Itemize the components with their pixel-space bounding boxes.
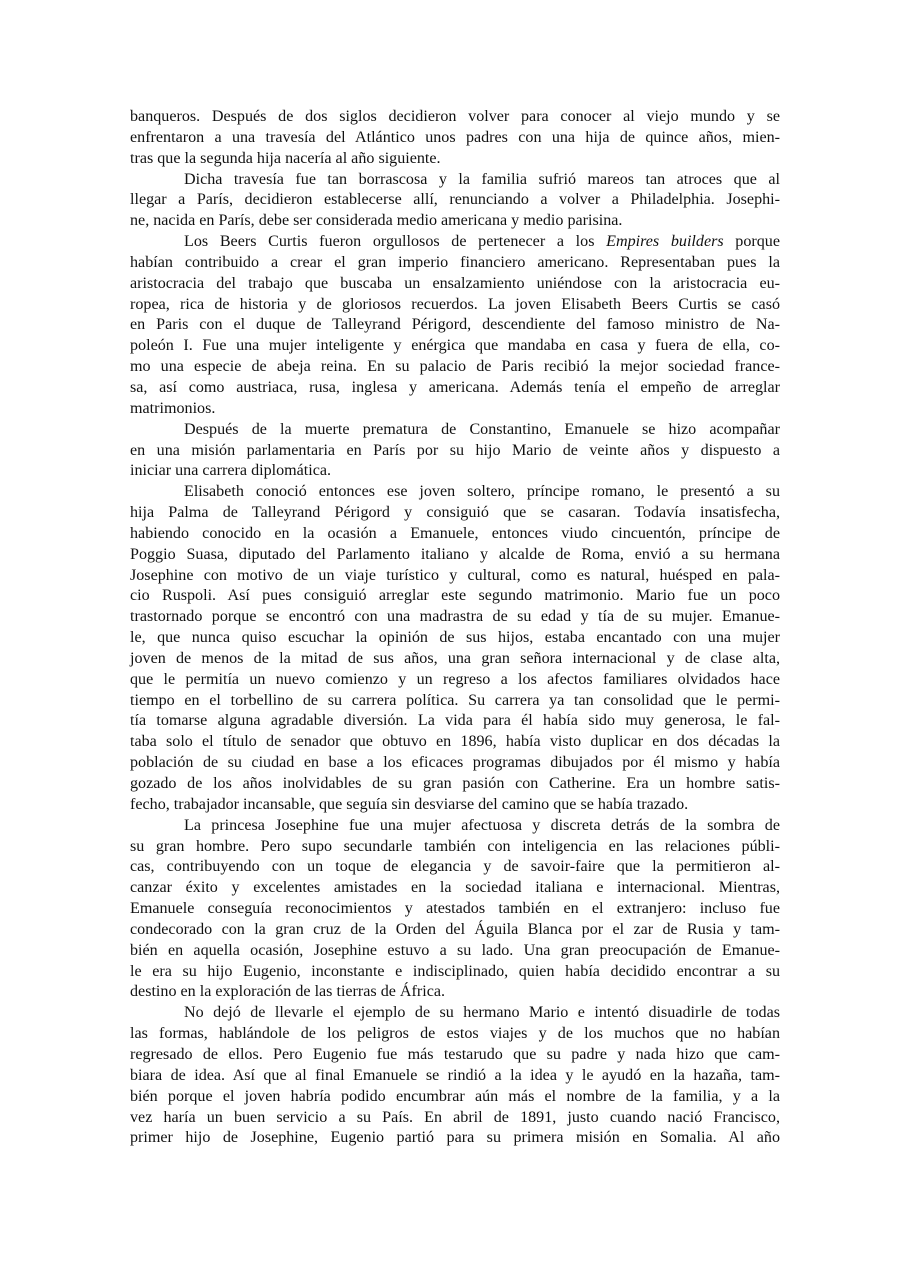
text-line: [130, 732, 780, 753]
text-run: tiempo en el torbellino de su carrera política. Su carrera ya tan consolidad que le permi-: [130, 691, 780, 709]
text-line: [130, 253, 780, 274]
text-run: su gran hombre. Pero supo secundarle también con inteligencia en las relaciones públi-: [130, 837, 780, 855]
text-line: [130, 774, 780, 795]
text-line: [130, 670, 780, 691]
text-run: fecho, trabajador incansable, que seguía sin desviarse del camino que se había trazado.: [130, 795, 689, 813]
text-run: iniciar una carrera diplomática.: [130, 462, 332, 480]
text-run: Josephine con motivo de un viaje turístico y cultural, como es natural, huésped en pala-: [130, 566, 780, 584]
text-run: destino en la exploración de las tierras de África.: [130, 983, 446, 1001]
text-run: población de su ciudad en base a los eficaces programas dibujados por él mismo y había: [130, 754, 780, 772]
text-run: vez haría un buen servicio a su País. En abril de 1891, justo cuando nació Francisco,: [130, 1108, 780, 1126]
text-run: tía tomarse alguna agradable diversión. La vida para él había sido muy generosa, le fal-: [130, 712, 780, 730]
text-line: [130, 149, 780, 170]
text-line: [130, 607, 780, 628]
text-run: condecorado con la gran cruz de la Orden del Águila Blanca por el zar de Rusia y tam-: [130, 920, 780, 938]
text-run: taba solo el título de senador que obtuvo en 1896, había visto duplicar en dos décadas la: [130, 733, 780, 751]
text-line: [130, 566, 780, 587]
text-line: [130, 1024, 780, 1045]
text-run: bién en aquella ocasión, Josephine estuvo a su lado. Una gran preocupación de Emanue-: [130, 941, 780, 959]
document-page: [130, 107, 780, 1149]
text-run: mo una especie de abeja reina. En su palacio de Paris recibió la mejor sociedad france-: [130, 358, 780, 376]
text-run: habían contribuido a crear el gran imperio financiero americano. Representaban pues la: [130, 253, 780, 271]
text-run: le era su hijo Eugenio, inconstante e indisciplinado, quien había decidido encontrar a su: [130, 962, 780, 980]
text-run: La princesa Josephine fue una mujer afectuosa y discreta detrás de la sombra de: [184, 816, 780, 834]
text-line: [130, 899, 780, 920]
text-line: [130, 920, 780, 941]
text-line: [130, 795, 780, 816]
text-line: [130, 1128, 780, 1149]
text-run: habiendo conocido en la ocasión a Emanuele, entonces viudo cincuentón, príncipe de: [130, 524, 780, 542]
text-line: [130, 649, 780, 670]
text-line: [130, 128, 780, 149]
paragraph-first-line: [130, 232, 780, 253]
text-run: que le permitía un nuevo comienzo y un regreso a los afectos familiares olvidados hace: [130, 670, 780, 688]
text-line: [130, 378, 780, 399]
text-run: le, que nunca quiso escuchar la opinión de sus hijos, estaba encantado con una mujer: [130, 629, 780, 647]
text-run: No dejó de llevarle el ejemplo de su hermano Mario e intentó disuadirle de todas: [184, 1004, 780, 1022]
paragraph-first-line: [130, 816, 780, 837]
text-run: hija Palma de Talleyrand Périgord y consiguió que se casaran. Todavía insatisfecha,: [130, 504, 780, 522]
text-run: canzar éxito y excelentes amistades en la sociedad italiana e internacional. Mientras,: [130, 879, 780, 897]
text-run: matrimonios.: [130, 399, 216, 417]
text-line: [130, 941, 780, 962]
text-run: primer hijo de Josephine, Eugenio partió para su primera misión en Somalia. Al año: [130, 1129, 780, 1147]
text-run: Los Beers Curtis fueron orgullosos de pertenecer a los: [184, 233, 607, 251]
text-run: bién porque el joven habría podido encumbrar aún más el nombre de la familia, y a la: [130, 1087, 780, 1105]
text-run: las formas, hablándole de los peligros de estos viajes y de los muchos que no habían: [130, 1025, 780, 1043]
text-run: cio Ruspoli. Así pues consiguió arreglar este segundo matrimonio. Mario fue un poco: [130, 587, 780, 605]
text-line: [130, 399, 780, 420]
italic-text-run: Empires builders: [606, 233, 724, 251]
paragraph-first-line: [130, 170, 780, 191]
text-line: [130, 190, 780, 211]
text-line: [130, 837, 780, 858]
text-line: [130, 357, 780, 378]
paragraph-first-line: [130, 1003, 780, 1024]
text-line: [130, 545, 780, 566]
text-line: [130, 753, 780, 774]
text-run: regresado de ellos. Pero Eugenio fue más testarudo que su padre y nada hizo que cam-: [130, 1045, 780, 1063]
text-line: [130, 962, 780, 983]
text-run: gozado de los años inolvidables de su gran pasión con Catherine. Era un hombre satis-: [130, 775, 780, 792]
text-run: Elisabeth conoció entonces ese joven soltero, príncipe romano, le presentó a su: [184, 483, 780, 501]
text-line: [130, 315, 780, 336]
text-line: [130, 1108, 780, 1129]
text-run: en una misión parlamentaria en París por su hijo Mario de veinte años y dispuesto a: [130, 441, 780, 459]
text-line: [130, 274, 780, 295]
text-run: en Paris con el duque de Talleyrand Périgord, descendiente del famoso ministro de Na-: [130, 316, 780, 334]
text-line: [130, 1066, 780, 1087]
text-line: [130, 336, 780, 357]
text-line: [130, 441, 780, 462]
text-run: Después de la muerte prematura de Constantino, Emanuele se hizo acompañar: [184, 420, 780, 438]
text-run: banqueros. Después de dos siglos decidieron volver para conocer al viejo mundo y se: [130, 108, 780, 125]
text-line: [130, 211, 780, 232]
text-run: trastornado porque se encontró con una madrastra de su edad y tía de su mujer. Emanue-: [130, 608, 780, 626]
text-run: sa, así como austriaca, rusa, inglesa y americana. Además tenía el empeño de arreglar: [130, 378, 780, 396]
text-run: biara de idea. Así que al final Emanuele se rindió a la idea y le ayudó en la hazaña, tam-: [130, 1066, 780, 1084]
text-line: [130, 461, 780, 482]
text-line: [130, 711, 780, 732]
text-run: tras que la segunda hija nacería al año siguiente.: [130, 149, 441, 167]
text-run: joven de menos de la mitad de sus años, una gran señora internacional y de clase alta,: [130, 649, 780, 667]
text-line: [130, 295, 780, 316]
text-run: Poggio Suasa, diputado del Parlamento italiano y alcalde de Roma, envió a su hermana: [130, 545, 780, 563]
text-line: [130, 878, 780, 899]
text-line: [130, 503, 780, 524]
text-run: ne, nacida en París, debe ser considerada medio americana y medio parisina.: [130, 212, 623, 230]
text-line: [130, 982, 780, 1003]
text-line: [130, 628, 780, 649]
text-run: Dicha travesía fue tan borrascosa y la familia sufrió mareos tan atroces que al: [184, 170, 780, 188]
text-line: [130, 586, 780, 607]
paragraph-first-line: [130, 420, 780, 441]
text-run: llegar a París, decidieron establecerse allí, renunciando a volver a Philadelphia. Josephi-: [130, 191, 780, 209]
text-line: [130, 857, 780, 878]
text-line: [130, 691, 780, 712]
paragraph-first-line: [130, 482, 780, 503]
text-run: poleón I. Fue una mujer inteligente y enérgica que mandaba en casa y fuera de ella, co-: [130, 337, 780, 355]
text-line: [130, 107, 780, 128]
text-line: [130, 524, 780, 545]
text-line: [130, 1087, 780, 1108]
text-line: [130, 1045, 780, 1066]
text-run: aristocracia del trabajo que buscaba un ensalzamiento uniéndose con la aristocracia eu-: [130, 274, 780, 292]
text-run: enfrentaron a una travesía del Atlántico unos padres con una hija de quince años, mien-: [130, 128, 780, 146]
text-run: cas, contribuyendo con un toque de elegancia y de savoir-faire que la permitieron al-: [130, 858, 780, 876]
text-run: ropea, rica de historia y de gloriosos recuerdos. La joven Elisabeth Beers Curtis se casó: [130, 295, 780, 313]
text-run: Emanuele conseguía reconocimientos y atestados también en el extranjero: incluso fue: [130, 900, 780, 918]
text-run: porque: [723, 233, 780, 251]
